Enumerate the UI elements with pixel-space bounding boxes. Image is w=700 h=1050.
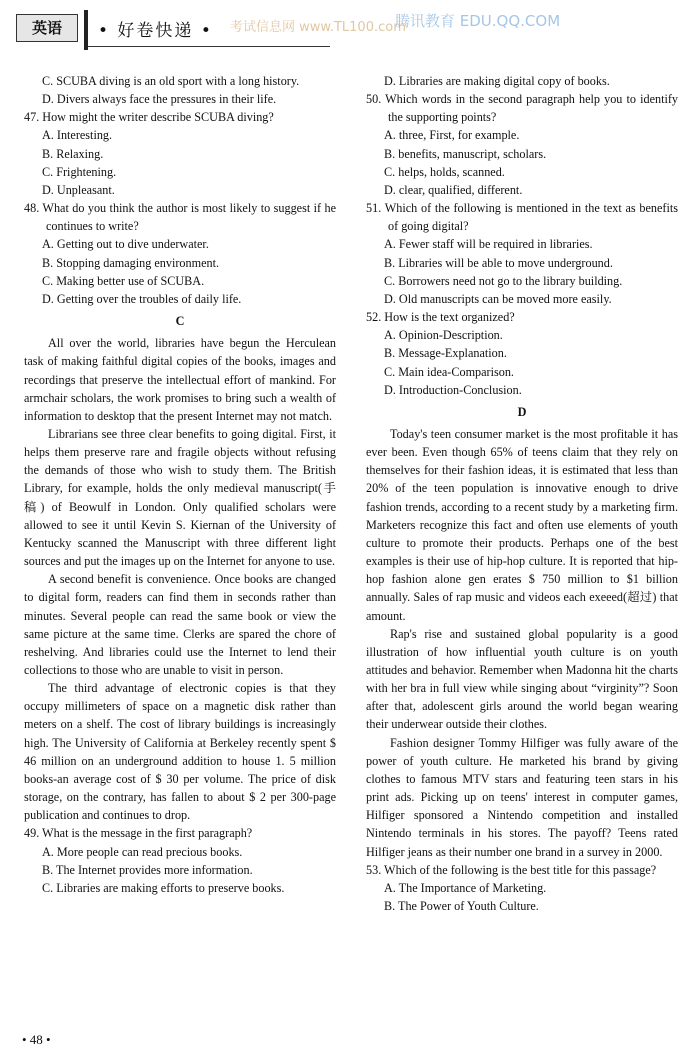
answer-option: D. Introduction-Conclusion. bbox=[384, 382, 522, 397]
passage-paragraph: The third advantage of electronic copies is that they occupy millimeters of space on a magnetic disk rather than meters on a shelf. The cost of library buildings is increasingly high. The University of California at Berkeley recently spent $ 46 million on an underground addition to house 1. 5 million books-an average cost of $ 30 per volume. The price of disk storage, on the contrary, has fallen to about $ 2 per 300-page publication and continues to drop. bbox=[24, 681, 336, 823]
answer-option: C. Main idea-Comparison. bbox=[384, 364, 514, 379]
answer-option: C. Frightening. bbox=[42, 164, 117, 179]
answer-option: A. Fewer staff will be required in libraries. bbox=[384, 237, 593, 252]
page-number: • 48 • bbox=[22, 1032, 51, 1047]
answer-option: A. More people can read precious books. bbox=[42, 844, 243, 859]
question-text: 50. Which words in the second paragraph help you to identify the supporting points? bbox=[366, 92, 678, 125]
question-text: 52. How is the text organized? bbox=[366, 310, 515, 325]
answer-option: D. Libraries are making digital copy of books. bbox=[384, 74, 610, 88]
answer-option: A. Getting out to dive underwater. bbox=[42, 237, 209, 252]
passage-paragraph: Rap's rise and sustained global popularity is a good illustration of how influential youth culture is on youth attitudes and behavior. Remember when Madonna hit the charts with her bra in full view while singing about “virginity”? Soon after that, adolescent girls around the world began wearing their underwear outside their clothes. bbox=[366, 626, 678, 732]
section-heading: C bbox=[175, 314, 185, 329]
answer-option: B. Stopping damaging environment. bbox=[42, 255, 220, 270]
answer-option: A. three, First, for example. bbox=[384, 128, 520, 143]
header-divider bbox=[84, 10, 88, 50]
question-text: 47. How might the writer describe SCUBA diving? bbox=[24, 110, 274, 125]
answer-option: C. Borrowers need not go to the library building. bbox=[384, 273, 623, 288]
answer-option: B. Relaxing. bbox=[42, 146, 104, 161]
answer-option: B. The Power of Youth Culture. bbox=[384, 899, 539, 914]
passage-paragraph: All over the world, libraries have begun the Herculean task of making faithful digital copies of the books, images and recordings that preserve the intellectual effort of mankind. For armchair scholars, the work promises to bring such a wealth of information to desktop that the present Internet may not match. bbox=[24, 336, 336, 423]
subject-tab: 英语 bbox=[16, 14, 78, 42]
answer-option: D. Unpleasant. bbox=[42, 182, 115, 197]
watermark-text: 考试信息网 www.TL100.com bbox=[230, 20, 406, 35]
series-title: • 好卷快递 • bbox=[98, 21, 213, 41]
passage-paragraph: Fashion designer Tommy Hilfiger was fully aware of the power of youth culture. He marketed his brand by giving clothes to famous MTV stars and featuring teen stars in his print ads. Picking up on teens' interest in computer games, Hilfiger sponsored a Nintendo competition and installed Nintendo terminals in his stores. The payoff? Teens rated Hilfiger jeans as their number one brand in a survey in 2000. bbox=[366, 735, 678, 859]
answer-option: C. Libraries are making efforts to preserve books. bbox=[42, 880, 285, 895]
answer-option: A. Interesting. bbox=[42, 128, 113, 143]
answer-option: C. SCUBA diving is an old sport with a long history. bbox=[42, 74, 300, 88]
answer-option: C. helps, holds, scanned. bbox=[384, 164, 505, 179]
header-rule bbox=[88, 46, 330, 47]
answer-option: B. The Internet provides more information. bbox=[42, 862, 253, 877]
answer-option: D. Divers always face the pressures in their life. bbox=[42, 92, 277, 107]
passage-paragraph: Today's teen consumer market is the most profitable it has ever been. Even though 65% of teens claim that they rely on themselves for their fashion ideas, it is estimated that less than 20% of the teen population is innovative enough to drive fashion trends, according to a recent study by a marketing firm. Marketers recognize this fact and often use elements of youth culture to promote their products. Perhaps one of the best examples is their use of hip-hop culture. It is reported that hip-hop fashion alone gen erates $ 750 million to $1 billion annually. Sales of rap music and videos each exeeed(超过) that amount. bbox=[366, 426, 678, 623]
passage-paragraph: A second benefit is convenience. Once books are changed to digital form, readers can find them in seconds rather than minutes. Several people can read the same book or view the same picture at the same time. Clerks are spared the chore of reshelving. And libraries could use the Internet to lend their collections to those who are unable to visit in person. bbox=[24, 572, 336, 677]
answer-option: B. Libraries will be able to move underground. bbox=[384, 255, 613, 270]
answer-option: A. Opinion-Description. bbox=[384, 328, 503, 343]
question-text: 48. What do you think the author is most likely to suggest if he continues to write? bbox=[24, 201, 336, 234]
left-column bbox=[24, 72, 336, 897]
watermark-text: 腾讯教育 EDU.QQ.COM bbox=[395, 12, 561, 30]
section-heading: D bbox=[517, 404, 527, 419]
answer-option: D. Old manuscripts can be moved more easily. bbox=[384, 291, 612, 306]
answer-option: B. Message-Explanation. bbox=[384, 346, 507, 361]
answer-option: B. benefits, manuscript, scholars. bbox=[384, 146, 547, 161]
answer-option: D. Getting over the troubles of daily life. bbox=[42, 291, 242, 306]
right-column bbox=[366, 72, 678, 915]
question-text: 49. What is the message in the first paragraph? bbox=[24, 826, 253, 841]
passage-paragraph: Librarians see three clear benefits to going digital. First, it helps them preserve rare and fragile objects without refusing the demands of those who wish to study them. The British Library, for example, holds the only medieval manuscript(手稿) of Beowulf in London. Only qualified scholars were allowed to see it until Kevin S. Kiernan of the University of Kentucky scanned the Manuscript with three different light sources and put the images up on the Internet for anyone to use. bbox=[24, 426, 336, 569]
question-text: 53. Which of the following is the best title for this passage? bbox=[366, 862, 657, 877]
question-text: 51. Which of the following is mentioned in the text as benefits of going digital? bbox=[366, 201, 678, 234]
answer-option: C. Making better use of SCUBA. bbox=[42, 273, 205, 288]
answer-option: D. clear, qualified, different. bbox=[384, 182, 523, 197]
page-header bbox=[0, 0, 700, 58]
answer-option: A. The Importance of Marketing. bbox=[384, 880, 547, 895]
